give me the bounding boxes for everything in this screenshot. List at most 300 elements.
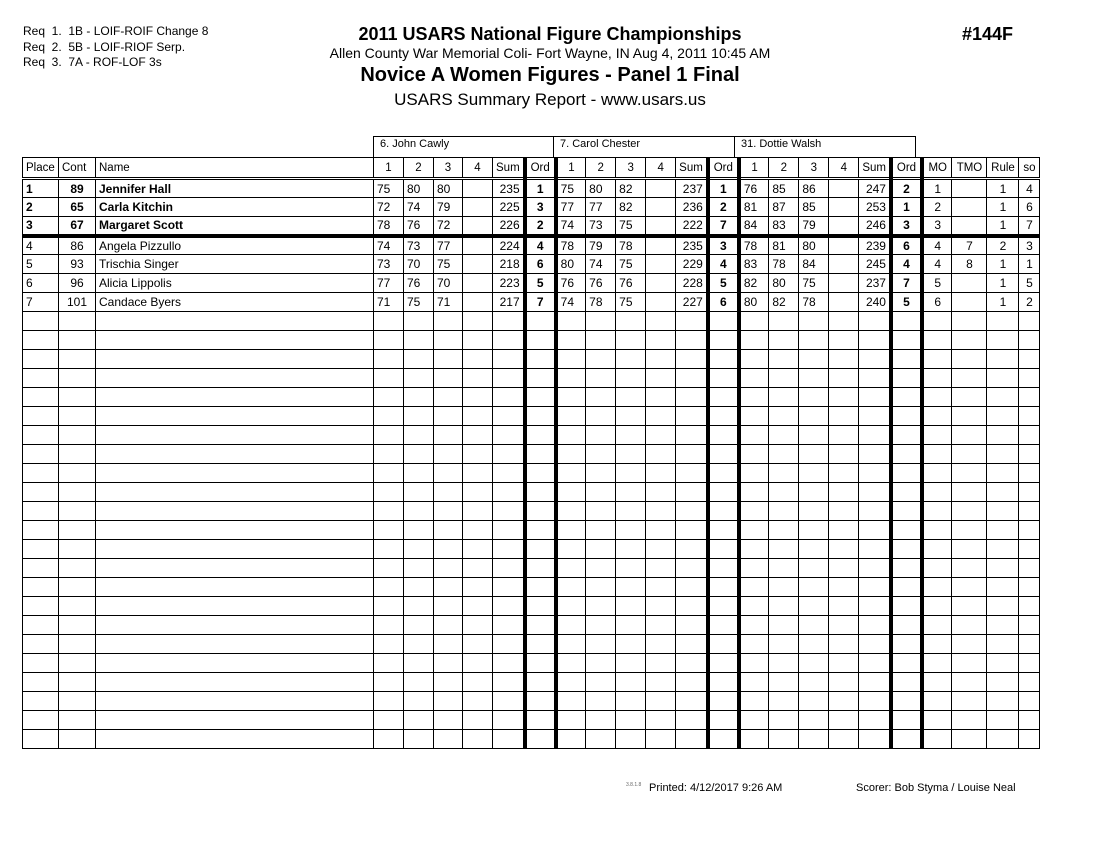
empty-cell	[525, 388, 556, 407]
empty-cell	[922, 331, 952, 350]
empty-cell	[891, 445, 922, 464]
empty-cell	[799, 483, 829, 502]
empty-cell	[769, 350, 799, 369]
empty-cell	[586, 445, 616, 464]
empty-cell	[859, 312, 891, 331]
empty-cell	[891, 540, 922, 559]
empty-cell	[23, 654, 59, 673]
judge2-score-2: 79	[586, 236, 616, 255]
judge3-score-3: 79	[799, 217, 829, 236]
judge2-ord: 6	[708, 293, 739, 312]
empty-cell	[493, 540, 525, 559]
empty-row	[23, 597, 1040, 616]
venue-datetime: Allen County War Memorial Coli- Fort Wayne, IN Aug 4, 2011 10:45 AM	[329, 45, 771, 61]
empty-cell	[922, 711, 952, 730]
empty-cell	[434, 673, 463, 692]
empty-cell	[586, 369, 616, 388]
empty-cell	[799, 711, 829, 730]
judge1-ord: 6	[525, 255, 556, 274]
rule-cell: 1	[987, 198, 1019, 217]
empty-cell	[646, 730, 676, 749]
empty-cell	[463, 388, 493, 407]
tmo-cell	[952, 217, 987, 236]
empty-cell	[556, 464, 586, 483]
column-header-row	[23, 158, 1040, 179]
empty-cell	[829, 521, 859, 540]
empty-cell	[374, 331, 404, 350]
empty-cell	[859, 331, 891, 350]
judge2-score-1: 74	[556, 293, 586, 312]
judge2-score-1: 75	[556, 179, 586, 198]
empty-cell	[525, 692, 556, 711]
empty-cell	[525, 521, 556, 540]
tmo-cell: 7	[952, 236, 987, 255]
judge1-score-1: 74	[374, 236, 404, 255]
empty-cell	[646, 483, 676, 502]
judge1-score-2: 76	[404, 217, 434, 236]
empty-cell	[708, 521, 739, 540]
judge1-score-3: 80	[434, 179, 463, 198]
empty-cell	[891, 597, 922, 616]
empty-cell	[708, 692, 739, 711]
empty-cell	[586, 521, 616, 540]
empty-cell	[952, 502, 987, 521]
mo-cell: 6	[922, 293, 952, 312]
software-version: 3.8.1.8	[626, 782, 642, 788]
empty-cell	[829, 654, 859, 673]
empty-cell	[829, 559, 859, 578]
empty-cell	[493, 692, 525, 711]
empty-cell	[799, 350, 829, 369]
name-cell: Candace Byers	[96, 293, 374, 312]
empty-cell	[434, 483, 463, 502]
empty-cell	[708, 388, 739, 407]
empty-cell	[891, 502, 922, 521]
empty-cell	[525, 331, 556, 350]
cont-cell: 101	[59, 293, 96, 312]
empty-cell	[23, 407, 59, 426]
empty-cell	[493, 521, 525, 540]
empty-cell	[859, 673, 891, 692]
empty-cell	[23, 426, 59, 445]
empty-cell	[463, 502, 493, 521]
empty-cell	[493, 426, 525, 445]
judge2-ord: 3	[708, 236, 739, 255]
empty-cell	[434, 464, 463, 483]
empty-cell	[891, 464, 922, 483]
empty-cell	[59, 673, 96, 692]
empty-cell	[404, 711, 434, 730]
judge1-ord: 5	[525, 274, 556, 293]
place-cell: 7	[23, 293, 59, 312]
empty-cell	[891, 673, 922, 692]
table-row	[23, 236, 1040, 255]
report-subtitle: USARS Summary Report - www.usars.us	[394, 90, 706, 109]
empty-cell	[987, 711, 1019, 730]
empty-cell	[769, 502, 799, 521]
empty-cell	[829, 540, 859, 559]
empty-cell	[404, 483, 434, 502]
judge1-sum: 224	[493, 236, 525, 255]
empty-row	[23, 711, 1040, 730]
empty-cell	[676, 426, 708, 445]
empty-cell	[922, 350, 952, 369]
empty-cell	[922, 483, 952, 502]
empty-cell	[646, 540, 676, 559]
empty-cell	[769, 407, 799, 426]
empty-cell	[1019, 426, 1040, 445]
judge2-score-3: 82	[616, 179, 646, 198]
empty-cell	[59, 711, 96, 730]
empty-cell	[434, 616, 463, 635]
empty-cell	[404, 521, 434, 540]
judge3-score-4	[829, 236, 859, 255]
empty-cell	[59, 578, 96, 597]
empty-cell	[859, 388, 891, 407]
empty-cell	[922, 312, 952, 331]
empty-cell	[404, 635, 434, 654]
empty-cell	[616, 521, 646, 540]
empty-cell	[891, 559, 922, 578]
empty-cell	[739, 331, 769, 350]
judge3-score-4	[829, 217, 859, 236]
empty-cell	[952, 426, 987, 445]
empty-cell	[676, 635, 708, 654]
judge3-ord: 6	[891, 236, 922, 255]
judge3-score-1: 81	[739, 198, 769, 217]
empty-cell	[586, 312, 616, 331]
empty-cell	[434, 540, 463, 559]
judge-header-2: 7. Carol Chester	[553, 136, 735, 157]
judge2-score-2: 73	[586, 217, 616, 236]
empty-row	[23, 483, 1040, 502]
empty-cell	[1019, 692, 1040, 711]
empty-cell	[891, 369, 922, 388]
judge2-sum: 236	[676, 198, 708, 217]
empty-cell	[922, 578, 952, 597]
empty-cell	[493, 331, 525, 350]
judge1-sum: 218	[493, 255, 525, 274]
empty-cell	[829, 578, 859, 597]
empty-cell	[1019, 616, 1040, 635]
empty-cell	[922, 388, 952, 407]
empty-cell	[23, 369, 59, 388]
empty-cell	[769, 654, 799, 673]
empty-row	[23, 388, 1040, 407]
empty-cell	[739, 388, 769, 407]
printed-timestamp: Printed: 4/12/2017 9:26 AM	[649, 782, 783, 794]
rule-cell: 1	[987, 217, 1019, 236]
empty-cell	[1019, 635, 1040, 654]
judge3-score-1: 78	[739, 236, 769, 255]
cont-cell: 86	[59, 236, 96, 255]
empty-cell	[59, 369, 96, 388]
judge2-score-3: 76	[616, 274, 646, 293]
empty-cell	[708, 369, 739, 388]
empty-cell	[404, 559, 434, 578]
table-row	[23, 255, 1040, 274]
empty-row	[23, 559, 1040, 578]
judge3-score-2: 78	[769, 255, 799, 274]
col-cont: Cont	[59, 158, 96, 179]
empty-cell	[739, 540, 769, 559]
empty-cell	[493, 711, 525, 730]
empty-cell	[739, 673, 769, 692]
empty-cell	[708, 711, 739, 730]
so-cell: 1	[1019, 255, 1040, 274]
empty-cell	[708, 502, 739, 521]
empty-cell	[404, 502, 434, 521]
empty-cell	[829, 616, 859, 635]
empty-cell	[23, 350, 59, 369]
cont-cell: 96	[59, 274, 96, 293]
empty-cell	[23, 692, 59, 711]
empty-cell	[23, 540, 59, 559]
empty-cell	[952, 711, 987, 730]
name-cell: Trischia Singer	[96, 255, 374, 274]
empty-cell	[23, 635, 59, 654]
empty-cell	[586, 464, 616, 483]
empty-cell	[59, 692, 96, 711]
j3-col-3: 3	[799, 158, 829, 179]
empty-cell	[616, 711, 646, 730]
empty-cell	[23, 673, 59, 692]
empty-cell	[952, 692, 987, 711]
judge2-score-3: 75	[616, 217, 646, 236]
empty-cell	[463, 331, 493, 350]
empty-cell	[23, 464, 59, 483]
empty-cell	[463, 540, 493, 559]
table-row	[23, 293, 1040, 312]
empty-cell	[891, 312, 922, 331]
empty-cell	[829, 464, 859, 483]
empty-cell	[374, 730, 404, 749]
requirement-2: Req 2. 5B - LOIF-RIOF Serp.	[23, 39, 186, 54]
judge3-score-1: 84	[739, 217, 769, 236]
empty-cell	[676, 540, 708, 559]
empty-row	[23, 540, 1040, 559]
empty-cell	[708, 597, 739, 616]
empty-cell	[708, 730, 739, 749]
tmo-cell	[952, 198, 987, 217]
name-cell: Margaret Scott	[96, 217, 374, 236]
judge1-sum: 235	[493, 179, 525, 198]
empty-cell	[922, 369, 952, 388]
judge2-score-2: 76	[586, 274, 616, 293]
empty-cell	[463, 521, 493, 540]
empty-cell	[676, 388, 708, 407]
judge2-score-1: 74	[556, 217, 586, 236]
empty-cell	[1019, 673, 1040, 692]
judge1-ord: 4	[525, 236, 556, 255]
empty-cell	[708, 350, 739, 369]
empty-cell	[616, 578, 646, 597]
empty-cell	[829, 502, 859, 521]
empty-row	[23, 616, 1040, 635]
judge2-score-3: 75	[616, 293, 646, 312]
tmo-cell	[952, 293, 987, 312]
empty-cell	[769, 730, 799, 749]
judge1-score-2: 70	[404, 255, 434, 274]
judge3-ord: 3	[891, 217, 922, 236]
judge1-score-4	[463, 198, 493, 217]
empty-row	[23, 578, 1040, 597]
cont-cell: 89	[59, 179, 96, 198]
empty-cell	[1019, 559, 1040, 578]
judge3-score-1: 83	[739, 255, 769, 274]
empty-cell	[769, 464, 799, 483]
place-cell: 1	[23, 179, 59, 198]
empty-row	[23, 350, 1040, 369]
empty-cell	[463, 692, 493, 711]
empty-cell	[739, 578, 769, 597]
empty-cell	[739, 445, 769, 464]
empty-cell	[891, 692, 922, 711]
empty-cell	[769, 559, 799, 578]
empty-cell	[799, 464, 829, 483]
empty-cell	[556, 331, 586, 350]
empty-cell	[922, 502, 952, 521]
empty-cell	[829, 407, 859, 426]
empty-cell	[96, 692, 374, 711]
empty-cell	[493, 445, 525, 464]
empty-cell	[493, 502, 525, 521]
empty-cell	[556, 445, 586, 464]
empty-cell	[739, 312, 769, 331]
empty-cell	[739, 597, 769, 616]
empty-cell	[96, 521, 374, 540]
empty-cell	[493, 559, 525, 578]
judge2-ord: 2	[708, 198, 739, 217]
empty-cell	[616, 331, 646, 350]
empty-cell	[646, 578, 676, 597]
col-name: Name	[96, 158, 374, 179]
judge1-score-1: 77	[374, 274, 404, 293]
empty-cell	[922, 540, 952, 559]
so-cell: 2	[1019, 293, 1040, 312]
empty-cell	[434, 654, 463, 673]
empty-cell	[525, 407, 556, 426]
empty-cell	[1019, 521, 1040, 540]
empty-cell	[952, 388, 987, 407]
empty-row	[23, 426, 1040, 445]
empty-cell	[556, 692, 586, 711]
empty-cell	[404, 464, 434, 483]
col-so: so	[1019, 158, 1040, 179]
empty-cell	[829, 388, 859, 407]
empty-cell	[739, 502, 769, 521]
empty-cell	[434, 312, 463, 331]
empty-cell	[493, 597, 525, 616]
empty-cell	[616, 730, 646, 749]
col-mo: MO	[922, 158, 952, 179]
judge2-score-2: 74	[586, 255, 616, 274]
empty-cell	[799, 559, 829, 578]
requirement-3: Req 3. 7A - ROF-LOF 3s	[23, 55, 162, 69]
empty-cell	[859, 502, 891, 521]
empty-cell	[493, 654, 525, 673]
empty-cell	[891, 407, 922, 426]
empty-cell	[987, 597, 1019, 616]
judge1-ord: 1	[525, 179, 556, 198]
empty-cell	[829, 692, 859, 711]
empty-cell	[556, 502, 586, 521]
empty-cell	[434, 331, 463, 350]
empty-cell	[493, 483, 525, 502]
empty-cell	[799, 616, 829, 635]
judge2-score-1: 78	[556, 236, 586, 255]
event-title: Novice A Women Figures - Panel 1 Final	[360, 64, 740, 86]
empty-cell	[952, 540, 987, 559]
empty-cell	[769, 711, 799, 730]
empty-row	[23, 331, 1040, 350]
empty-cell	[708, 635, 739, 654]
empty-cell	[59, 635, 96, 654]
empty-cell	[769, 369, 799, 388]
empty-cell	[59, 312, 96, 331]
empty-cell	[987, 388, 1019, 407]
empty-cell	[493, 578, 525, 597]
empty-cell	[739, 426, 769, 445]
judge3-score-4	[829, 274, 859, 293]
empty-cell	[23, 388, 59, 407]
empty-cell	[922, 521, 952, 540]
empty-cell	[59, 445, 96, 464]
empty-cell	[23, 502, 59, 521]
j3-col-ord: Ord	[891, 158, 922, 179]
empty-cell	[646, 350, 676, 369]
empty-cell	[374, 616, 404, 635]
empty-cell	[23, 616, 59, 635]
empty-cell	[829, 331, 859, 350]
empty-cell	[434, 692, 463, 711]
empty-cell	[59, 730, 96, 749]
empty-cell	[769, 578, 799, 597]
empty-cell	[646, 464, 676, 483]
empty-cell	[59, 483, 96, 502]
empty-cell	[952, 578, 987, 597]
j3-col-4: 4	[829, 158, 859, 179]
judge3-sum: 237	[859, 274, 891, 293]
table-row	[23, 274, 1040, 293]
empty-cell	[404, 540, 434, 559]
empty-cell	[616, 673, 646, 692]
j2-col-4: 4	[646, 158, 676, 179]
judge1-sum: 217	[493, 293, 525, 312]
judge1-score-4	[463, 293, 493, 312]
empty-cell	[799, 730, 829, 749]
empty-cell	[23, 730, 59, 749]
empty-cell	[952, 597, 987, 616]
empty-cell	[646, 312, 676, 331]
empty-cell	[1019, 502, 1040, 521]
empty-cell	[987, 654, 1019, 673]
empty-cell	[829, 635, 859, 654]
empty-cell	[23, 597, 59, 616]
j2-col-sum: Sum	[676, 158, 708, 179]
empty-row	[23, 312, 1040, 331]
empty-cell	[59, 540, 96, 559]
empty-cell	[556, 654, 586, 673]
place-cell: 5	[23, 255, 59, 274]
empty-cell	[859, 654, 891, 673]
empty-cell	[1019, 711, 1040, 730]
empty-cell	[525, 445, 556, 464]
empty-cell	[676, 445, 708, 464]
empty-cell	[404, 445, 434, 464]
empty-cell	[922, 673, 952, 692]
judge2-ord: 4	[708, 255, 739, 274]
